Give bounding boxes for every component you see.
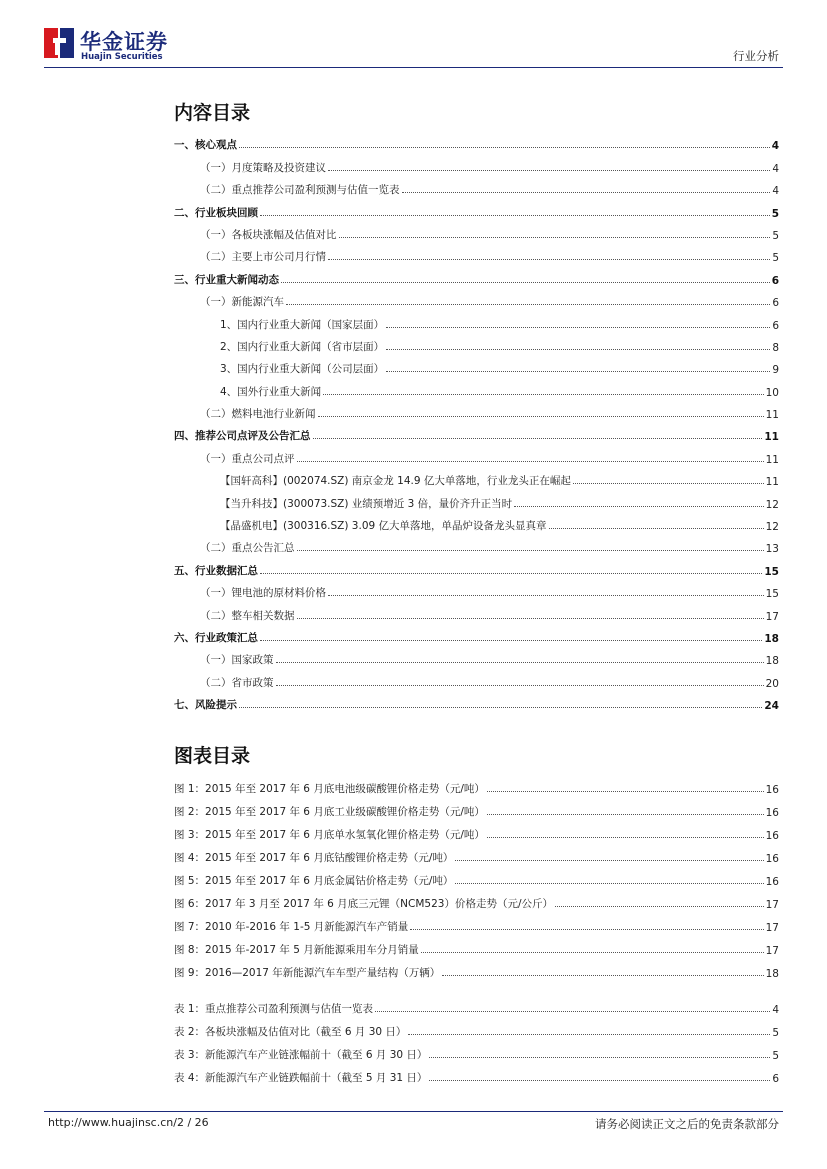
toc-entry-label: 1、国内行业重大新闻（国家层面） <box>220 318 385 331</box>
toc-entry-page: 18 <box>765 968 779 980</box>
toc-entry-page: 5 <box>772 1027 779 1039</box>
toc-entry[interactable] <box>174 623 779 645</box>
toc-entry-label: 表 2：各板块涨幅及估值对比（截至 6 月 30 日） <box>174 1026 407 1038</box>
toc-entry-label: 五、行业数据汇总 <box>174 564 258 577</box>
dot-leader <box>455 860 763 861</box>
huajin-logo-icon <box>44 26 76 60</box>
toc-entry[interactable] <box>174 600 779 622</box>
toc-entry-label: 【晶盛机电】(300316.SZ) 3.09 亿大单落地，单晶炉设备龙头显真章 <box>220 520 547 533</box>
toc-entry[interactable] <box>174 865 779 888</box>
toc-entry-page: 17 <box>765 899 779 911</box>
toc-entry[interactable] <box>174 1062 779 1085</box>
toc-entry-label: （二）省市政策 <box>200 676 274 689</box>
toc-entry-label: （二）燃料电池行业新闻 <box>200 408 316 421</box>
footer-divider <box>44 1111 783 1112</box>
toc-entry-page: 16 <box>765 853 779 865</box>
toc-entry[interactable] <box>174 796 779 819</box>
footer-disclaimer: 请务必阅读正文之后的免责条款部分 <box>595 1117 779 1131</box>
dot-leader <box>386 349 770 350</box>
toc-entry[interactable] <box>174 645 779 667</box>
document-type: 行业分析 <box>733 49 779 63</box>
toc-entry-page: 5 <box>772 252 779 265</box>
toc-entry-page: 24 <box>764 700 779 713</box>
toc-entry-label: （一）月度策略及投资建议 <box>200 161 326 174</box>
toc-entry-page: 12 <box>765 498 779 511</box>
toc-entry[interactable] <box>174 175 779 197</box>
toc-entry-page: 16 <box>765 784 779 796</box>
toc-entry[interactable] <box>174 1016 779 1039</box>
toc-entry-page: 6 <box>772 297 779 310</box>
dot-leader <box>386 327 770 328</box>
toc-entry-page: 16 <box>765 876 779 888</box>
toc-entry-label: 一、核心观点 <box>174 139 237 152</box>
logo-chinese-name: 华金证券 <box>80 30 168 54</box>
toc-entry[interactable] <box>174 488 779 510</box>
toc-entry-page: 5 <box>771 207 779 220</box>
toc-entry[interactable] <box>174 667 779 689</box>
toc-entry[interactable] <box>174 1039 779 1062</box>
toc-entry-page: 17 <box>765 610 779 623</box>
toc-entry-label: 【国轩高科】(002074.SZ) 南京金龙 14.9 亿大单落地，行业龙头正在崛起 <box>220 475 571 488</box>
toc-entry-page: 8 <box>772 341 779 354</box>
dot-leader <box>429 1057 770 1058</box>
toc-entry-page: 4 <box>772 185 779 198</box>
toc-entry-label: 七、风险提示 <box>174 699 237 712</box>
dot-leader <box>375 1011 770 1012</box>
toc-entry-page: 10 <box>765 386 779 399</box>
toc-entry-page: 11 <box>765 453 779 466</box>
toc-entry-label: 4、国外行业重大新闻 <box>220 385 322 398</box>
toc-entry-page: 16 <box>765 807 779 819</box>
dot-leader <box>286 304 770 305</box>
toc-entry-label: 表 3：新能源汽车产业链涨幅前十（截至 6 月 30 日） <box>174 1049 428 1061</box>
toc-entry[interactable] <box>174 993 779 1016</box>
dot-leader <box>421 952 764 953</box>
dot-leader <box>323 394 763 395</box>
toc-entry-label: 三、行业重大新闻动态 <box>174 273 279 286</box>
toc-entry-label: 2、国内行业重大新闻（省市层面） <box>220 340 385 353</box>
toc-entry[interactable] <box>174 957 779 980</box>
dot-leader <box>455 883 763 884</box>
toc-entry-page: 11 <box>764 431 779 444</box>
toc-entry-page: 6 <box>771 274 779 287</box>
toc-entry-label: 图 4：2015 年至 2017 年 6 月底钴酸锂价格走势（元/吨） <box>174 852 454 864</box>
toc-entry[interactable] <box>174 842 779 865</box>
toc-entry-page: 5 <box>772 1050 779 1062</box>
chart-list <box>174 773 779 980</box>
dot-leader <box>555 906 764 907</box>
dot-leader <box>239 147 770 148</box>
toc-entry[interactable] <box>174 511 779 533</box>
toc-title: 内容目录 <box>174 102 251 124</box>
dot-leader <box>573 483 764 484</box>
toc-entry-page: 9 <box>772 364 779 377</box>
toc-entry[interactable] <box>174 888 779 911</box>
toc-entry-page: 17 <box>765 922 779 934</box>
toc-entry-page: 18 <box>765 655 779 668</box>
dot-leader <box>487 837 764 838</box>
toc-entry[interactable] <box>174 533 779 555</box>
toc-entry[interactable] <box>174 819 779 842</box>
toc-entry[interactable] <box>174 152 779 174</box>
dot-leader <box>239 707 762 708</box>
toc-entry-page: 15 <box>764 565 779 578</box>
toc-entry[interactable] <box>174 242 779 264</box>
toc-entry-label: 六、行业政策汇总 <box>174 631 258 644</box>
figures-title: 图表目录 <box>174 745 251 767</box>
toc-entry[interactable] <box>174 309 779 331</box>
table-of-contents <box>174 130 779 712</box>
toc-entry-page: 11 <box>765 409 779 422</box>
toc-entry-label: 二、行业板块回顾 <box>174 206 258 219</box>
toc-entry[interactable] <box>174 578 779 600</box>
dot-leader <box>339 237 771 238</box>
toc-entry[interactable] <box>174 934 779 957</box>
dot-leader <box>386 371 770 372</box>
toc-entry-label: 图 6：2017 年 3 月至 2017 年 6 月底三元锂（NCM523）价格走势（元/公斤） <box>174 898 554 910</box>
dot-leader <box>408 1034 770 1035</box>
dot-leader <box>410 929 763 930</box>
logo-english-name: Huajin Securities <box>81 52 163 62</box>
toc-entry-label: 图 7：2010 年-2016 年 1-5 月新能源汽车产销量 <box>174 921 409 933</box>
toc-entry-page: 16 <box>765 830 779 842</box>
dot-leader <box>297 461 764 462</box>
dot-leader <box>549 528 764 529</box>
toc-entry-page: 15 <box>765 588 779 601</box>
dot-leader <box>276 662 764 663</box>
toc-entry-label: （一）重点公司点评 <box>200 452 295 465</box>
toc-entry-label: 图 9：2016—2017 年新能源汽车车型产量结构（万辆） <box>174 967 441 979</box>
toc-entry-label: （二）重点推荐公司盈利预测与估值一览表 <box>200 184 400 197</box>
toc-entry-page: 20 <box>765 677 779 690</box>
dot-leader <box>487 791 764 792</box>
toc-entry[interactable] <box>174 443 779 465</box>
toc-entry-label: 表 4：新能源汽车产业链跌幅前十（截至 5 月 31 日） <box>174 1072 428 1084</box>
toc-entry-label: 四、推荐公司点评及公告汇总 <box>174 430 311 443</box>
toc-entry-page: 6 <box>772 1073 779 1085</box>
footer-url[interactable]: http://www.huajinsc.cn/2 / 26 <box>48 1116 209 1129</box>
toc-entry-label: 图 8：2015 年-2017 年 5 月新能源乘用车分月销量 <box>174 944 419 956</box>
toc-entry-page: 13 <box>765 543 779 556</box>
toc-entry-label: 图 2：2015 年至 2017 年 6 月底工业级碳酸锂价格走势（元/吨） <box>174 806 485 818</box>
toc-entry-page: 4 <box>771 140 779 153</box>
toc-entry-page: 6 <box>772 319 779 332</box>
dot-leader <box>402 192 771 193</box>
toc-entry-page: 12 <box>765 521 779 534</box>
toc-entry-label: （二）整车相关数据 <box>200 609 295 622</box>
toc-entry-label: 3、国内行业重大新闻（公司层面） <box>220 363 385 376</box>
dot-leader <box>328 259 770 260</box>
dot-leader <box>442 975 763 976</box>
dot-leader <box>281 282 770 283</box>
dot-leader <box>260 215 770 216</box>
dot-leader <box>297 550 764 551</box>
toc-entry-label: （一）新能源汽车 <box>200 296 284 309</box>
toc-entry-label: （一）各板块涨幅及估值对比 <box>200 228 337 241</box>
toc-entry[interactable] <box>174 376 779 398</box>
dot-leader <box>318 416 764 417</box>
toc-entry-label: （一）国家政策 <box>200 654 274 667</box>
toc-entry-page: 4 <box>772 1004 779 1016</box>
toc-entry[interactable] <box>174 354 779 376</box>
dot-leader <box>313 438 763 439</box>
dot-leader <box>328 595 764 596</box>
toc-entry[interactable] <box>174 911 779 934</box>
dot-leader <box>487 814 764 815</box>
toc-entry-label: 图 1：2015 年至 2017 年 6 月底电池级碳酸锂价格走势（元/吨） <box>174 783 485 795</box>
dot-leader <box>429 1080 770 1081</box>
toc-entry[interactable] <box>174 690 779 712</box>
toc-entry-page: 4 <box>772 162 779 175</box>
toc-entry[interactable] <box>174 399 779 421</box>
company-logo <box>44 26 184 66</box>
header-divider <box>44 67 783 68</box>
dot-leader <box>276 685 764 686</box>
toc-entry-label: 图 5：2015 年至 2017 年 6 月底金属钴价格走势（元/吨） <box>174 875 454 887</box>
toc-entry-page: 11 <box>765 476 779 489</box>
table-list <box>174 993 779 1085</box>
toc-entry-label: （二）重点公告汇总 <box>200 542 295 555</box>
toc-entry[interactable] <box>174 197 779 219</box>
toc-entry-label: （一）锂电池的原材料价格 <box>200 587 326 600</box>
toc-entry-page: 5 <box>772 229 779 242</box>
dot-leader <box>328 170 770 171</box>
toc-entry[interactable] <box>174 421 779 443</box>
toc-entry-page: 17 <box>765 945 779 957</box>
dot-leader <box>260 573 762 574</box>
toc-entry[interactable] <box>174 287 779 309</box>
toc-entry[interactable] <box>174 220 779 242</box>
dot-leader <box>297 618 764 619</box>
toc-entry-label: （二）主要上市公司月行情 <box>200 251 326 264</box>
toc-entry[interactable] <box>174 130 779 152</box>
toc-entry[interactable] <box>174 555 779 577</box>
toc-entry-label: 表 1：重点推荐公司盈利预测与估值一览表 <box>174 1003 374 1015</box>
toc-entry[interactable] <box>174 466 779 488</box>
toc-entry[interactable] <box>174 773 779 796</box>
dot-leader <box>260 640 762 641</box>
toc-entry[interactable] <box>174 264 779 286</box>
toc-entry[interactable] <box>174 332 779 354</box>
toc-entry-label: 【当升科技】(300073.SZ) 业绩预增近 3 倍，量价齐升正当时 <box>220 497 513 510</box>
toc-entry-label: 图 3：2015 年至 2017 年 6 月底单水氢氧化锂价格走势（元/吨） <box>174 829 485 841</box>
dot-leader <box>514 506 763 507</box>
toc-entry-page: 18 <box>764 632 779 645</box>
